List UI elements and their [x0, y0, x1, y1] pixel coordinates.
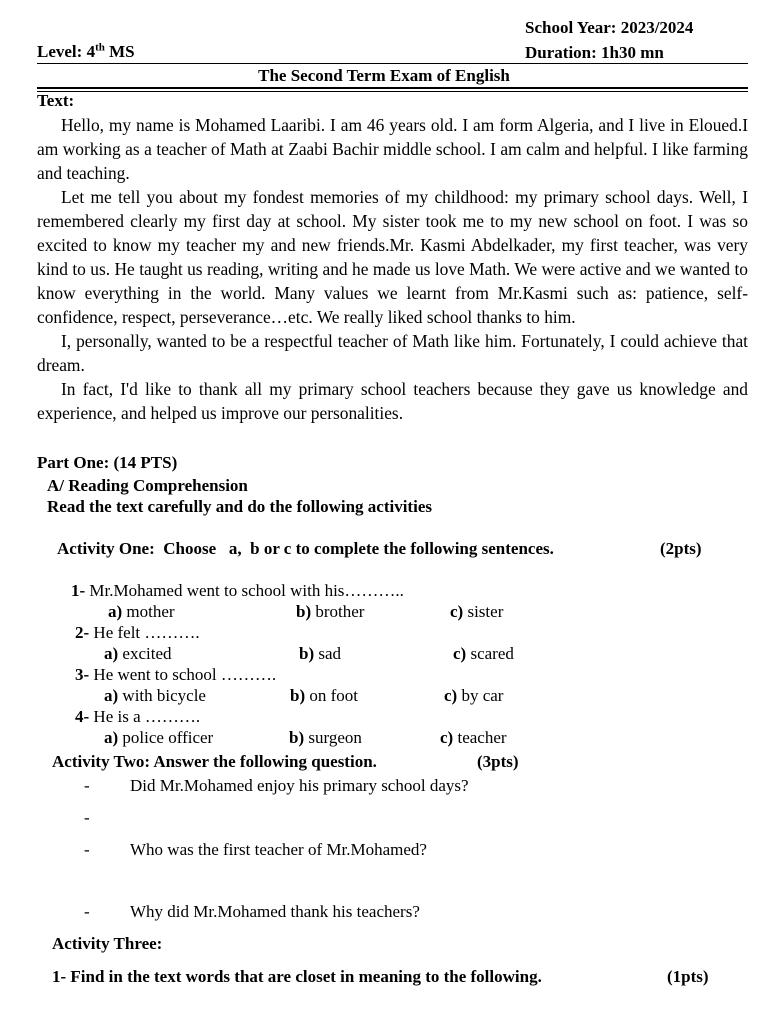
question-number: 1-: [71, 581, 86, 600]
activity-one-points: (2pts): [660, 539, 702, 558]
question-3: 3- He went to school ……….: [75, 665, 277, 684]
question-stem: Mr.Mohamed went to school with his………..: [89, 581, 404, 600]
q2-option-b: b) sad: [299, 644, 342, 663]
bullet-2: -: [84, 808, 90, 827]
q4-option-a: a) police officer: [104, 728, 214, 747]
activity-one-title: Activity One: Choose a, b or c to complete the following sentences.: [57, 539, 554, 558]
duration: Duration: 1h30 mn: [525, 43, 664, 62]
level-suffix: MS: [104, 42, 135, 61]
activity-three-task-1-points: (1pts): [667, 967, 709, 986]
activity-three-task-1: 1- Find in the text words that are closet in meaning to the following.: [52, 967, 542, 986]
activity-two-title: Activity Two: Answer the following question.: [52, 752, 377, 771]
level-prefix: Level: 4: [37, 42, 96, 61]
activity-three-title: Activity Three:: [52, 934, 163, 953]
question-2: 2- He felt ……….: [75, 623, 200, 642]
instruction: Read the text carefully and do the following activities: [47, 497, 432, 516]
q3-option-b: b) on foot: [290, 686, 359, 705]
part-one-title: Part One: (14 PTS): [37, 453, 178, 472]
header-rule-bottom-2: [37, 91, 748, 92]
activity-two-question-1: Did Mr.Mohamed enjoy his primary school days?: [130, 776, 469, 795]
text-label: Text:: [37, 91, 75, 110]
level: [37, 42, 135, 62]
q3-option-a: a) with bicycle: [104, 686, 206, 705]
paragraph-2: Let me tell you about my fondest memories of my childhood: my primary school days. Well, I remembered clearly my first day at school. My sister took me to my new school on foot. I was so excited to know my teacher my and new friends.Mr. Kasmi Abdelkader, my first teacher, was very kind to us. He taught us reading, writing and he made us love Math. We were active and we wanted to know everything in the world. Many values we learnt from Mr.Kasmi such as: patience, self-confidence, respect, perseverance…etc. We really liked school thanks to him.: [37, 187, 748, 327]
q2-option-c: c) scared: [453, 644, 514, 663]
section-a-title: A/ Reading Comprehension: [47, 476, 248, 495]
activity-two-points: (3pts): [477, 752, 519, 771]
school-year: School Year: 2023/2024: [525, 18, 694, 37]
paragraph-4: In fact, I'd like to thank all my primary school teachers because they gave us knowledge and experience, and helped us improve our personalities.: [37, 379, 748, 423]
q1-option-a: a) mother: [108, 602, 175, 621]
q2-option-a: a) excited: [104, 644, 172, 663]
bullet-3: -: [84, 840, 90, 859]
q1-option-b: b) brother: [296, 602, 365, 621]
question-1: [71, 581, 404, 601]
question-4: 4- He is a ……….: [75, 707, 201, 726]
header-rule-bottom-1: [37, 87, 748, 89]
q4-option-b: b) surgeon: [289, 728, 362, 747]
q1-option-c: c) sister: [450, 602, 504, 621]
reading-text: [37, 113, 748, 425]
q4-option-c: c) teacher: [440, 728, 507, 747]
activity-two-question-3: Why did Mr.Mohamed thank his teachers?: [130, 902, 420, 921]
activity-two-question-2: Who was the first teacher of Mr.Mohamed?: [130, 840, 427, 859]
paragraph-3: I, personally, wanted to be a respectful teacher of Math like him. Fortunately, I could achieve that dream.: [37, 331, 748, 375]
bullet-4: -: [84, 902, 90, 921]
level-sup: th: [95, 41, 105, 54]
exam-title: The Second Term Exam of English: [258, 66, 510, 85]
header-rule-top: [37, 63, 748, 64]
paragraph-1: Hello, my name is Mohamed Laaribi. I am 46 years old. I am form Algeria, and I live in Eloued.I am working as a teacher of Math at Zaabi Bachir middle school. I am calm and helpful. I like farming and teaching.: [37, 115, 748, 183]
q3-option-c: c) by car: [444, 686, 504, 705]
bullet-1: -: [84, 776, 90, 795]
